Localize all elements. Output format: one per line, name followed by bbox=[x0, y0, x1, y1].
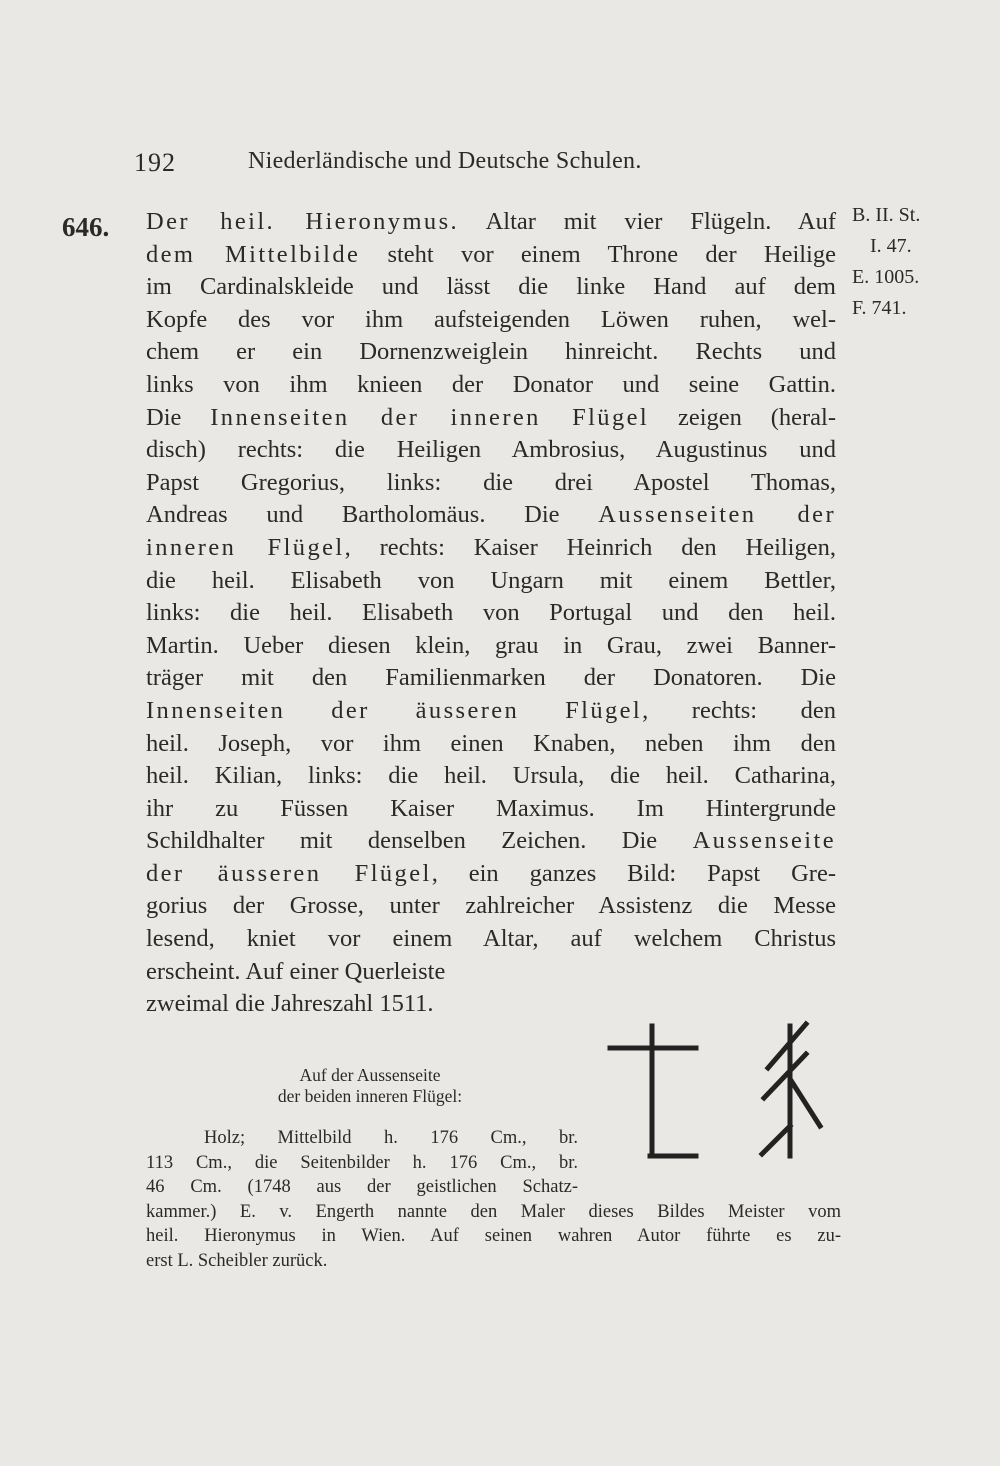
text-line bbox=[146, 304, 836, 337]
spaced-emphasis: Innenseiten der äusseren Flügel bbox=[146, 696, 643, 724]
spaced-emphasis: Aussenseite bbox=[692, 827, 836, 855]
text-line bbox=[146, 630, 836, 663]
text-run: Schildhalter mit denselben Zeichen. Die bbox=[146, 827, 693, 855]
house-mark-left-icon bbox=[610, 1026, 696, 1156]
text-line bbox=[146, 695, 836, 728]
text-run: steht vor einem Throne der Heilige bbox=[360, 240, 836, 268]
text-line bbox=[146, 728, 836, 761]
text-run: heil. Joseph, vor ihm einen Knaben, neben ihm den bbox=[146, 729, 836, 757]
text-run: Papst Gregorius, links: die drei Apostel Thomas, bbox=[146, 468, 836, 496]
running-title: Niederländische und Deutsche Schulen. bbox=[248, 148, 642, 174]
note-line: erst L. Scheibler zurück. bbox=[146, 1250, 328, 1271]
text-run: disch) rechts: die Heiligen Ambrosius, Augustinus und bbox=[146, 436, 836, 464]
reference-line: I. 47. bbox=[870, 235, 912, 257]
text-run: gorius der Grosse, unter zahlreicher Assistenz die Messe bbox=[146, 892, 836, 920]
text-line bbox=[146, 336, 836, 369]
text-line bbox=[146, 793, 836, 826]
text-run: zweimal die Jahreszahl 1511. bbox=[146, 990, 434, 1018]
text-line bbox=[146, 597, 836, 630]
text-run: Andreas und Bartholomäus. Die bbox=[146, 501, 599, 529]
text-run: , ein ganzes Bild: Papst Gre- bbox=[431, 859, 836, 887]
text-run: chem er ein Dornenzweiglein hinreicht. Rechts und bbox=[146, 338, 836, 366]
reference-line: E. 1005. bbox=[852, 266, 920, 288]
note-line: kammer.) E. v. Engerth nannte den Maler dieses Bildes Meister vom bbox=[146, 1201, 841, 1222]
note-line: 46 Cm. (1748 aus der geistlichen Schatz- bbox=[146, 1177, 578, 1197]
family-marks bbox=[600, 1010, 840, 1170]
catalogue-references bbox=[852, 200, 972, 324]
text-line bbox=[146, 565, 836, 598]
text-line bbox=[146, 825, 836, 858]
spaced-emphasis: Innenseiten der inneren Flügel bbox=[210, 403, 650, 431]
text-line bbox=[146, 239, 836, 272]
text-run: Kopfe des vor ihm aufsteigenden Löwen ruhen, wel- bbox=[146, 305, 836, 333]
spaced-emphasis: Aussenseiten der bbox=[598, 501, 837, 529]
reference-line: B. II. St. bbox=[852, 204, 921, 226]
text-run: zeigen (heral- bbox=[649, 403, 837, 431]
text-run: die heil. Elisabeth von Ungarn mit einem Bettler, bbox=[146, 566, 836, 594]
text-line bbox=[146, 923, 836, 956]
spaced-emphasis: Der heil. Hieronymus. bbox=[146, 208, 460, 235]
entry-number: 646. bbox=[62, 212, 110, 242]
text-line bbox=[146, 532, 836, 565]
text-run: Die bbox=[146, 403, 211, 431]
reference-line: F. 741. bbox=[852, 297, 907, 319]
note-line: heil. Hieronymus in Wien. Auf seinen wahren Autor führte es zu- bbox=[146, 1226, 841, 1246]
text-run: erscheint. Auf einer Querleiste bbox=[146, 957, 446, 985]
text-line bbox=[146, 760, 836, 793]
entry-description bbox=[146, 206, 836, 1021]
page-header bbox=[124, 148, 884, 188]
text-line bbox=[146, 499, 836, 532]
caption-line: der beiden inneren Flügel: bbox=[277, 1086, 463, 1106]
text-line bbox=[146, 271, 836, 304]
text-line bbox=[146, 467, 836, 500]
text-line bbox=[146, 402, 836, 435]
text-run: im Cardinalskleide und lässt die linke Hand auf dem bbox=[146, 273, 836, 301]
marks-caption bbox=[220, 1065, 520, 1107]
text-line bbox=[146, 858, 836, 891]
text-line bbox=[146, 890, 836, 923]
text-line bbox=[146, 434, 836, 467]
note-line: Holz; Mittelbild h. 176 Cm., br. bbox=[204, 1128, 578, 1148]
text-run: heil. Kilian, links: die heil. Ursula, die heil. Catharina, bbox=[146, 762, 836, 790]
house-mark-right-icon bbox=[762, 1024, 820, 1156]
text-line bbox=[146, 956, 566, 989]
text-run: , rechts: den bbox=[642, 696, 837, 724]
text-run: ihr zu Füssen Kaiser Maximus. Im Hintergrunde bbox=[146, 794, 836, 822]
spaced-emphasis: dem Mittelbilde bbox=[146, 240, 361, 268]
caption-line: Auf der Aussenseite bbox=[299, 1065, 441, 1085]
spaced-emphasis: der äusseren Flügel bbox=[146, 859, 432, 887]
text-line bbox=[146, 662, 836, 695]
text-line bbox=[146, 206, 836, 239]
spaced-emphasis: inneren Flügel bbox=[146, 533, 345, 561]
page-number: 192 bbox=[134, 148, 176, 177]
text-run: Martin. Ueber diesen klein, grau in Grau, zwei Banner- bbox=[146, 631, 836, 659]
text-run: träger mit den Familienmarken der Donatoren. Die bbox=[146, 664, 836, 692]
text-line bbox=[146, 369, 836, 402]
text-run: Altar mit vier Flügeln. Auf bbox=[459, 208, 836, 235]
text-run: lesend, kniet vor einem Altar, auf welchem Christus bbox=[146, 925, 836, 953]
text-run: links: die heil. Elisabeth von Portugal und den heil. bbox=[146, 599, 836, 627]
text-run: links von ihm knieen der Donator und seine Gattin. bbox=[146, 370, 836, 398]
text-run: , rechts: Kaiser Heinrich den Heiligen, bbox=[344, 533, 836, 561]
note-line: 113 Cm., die Seitenbilder h. 176 Cm., br. bbox=[146, 1152, 578, 1173]
text-line bbox=[146, 988, 566, 1021]
